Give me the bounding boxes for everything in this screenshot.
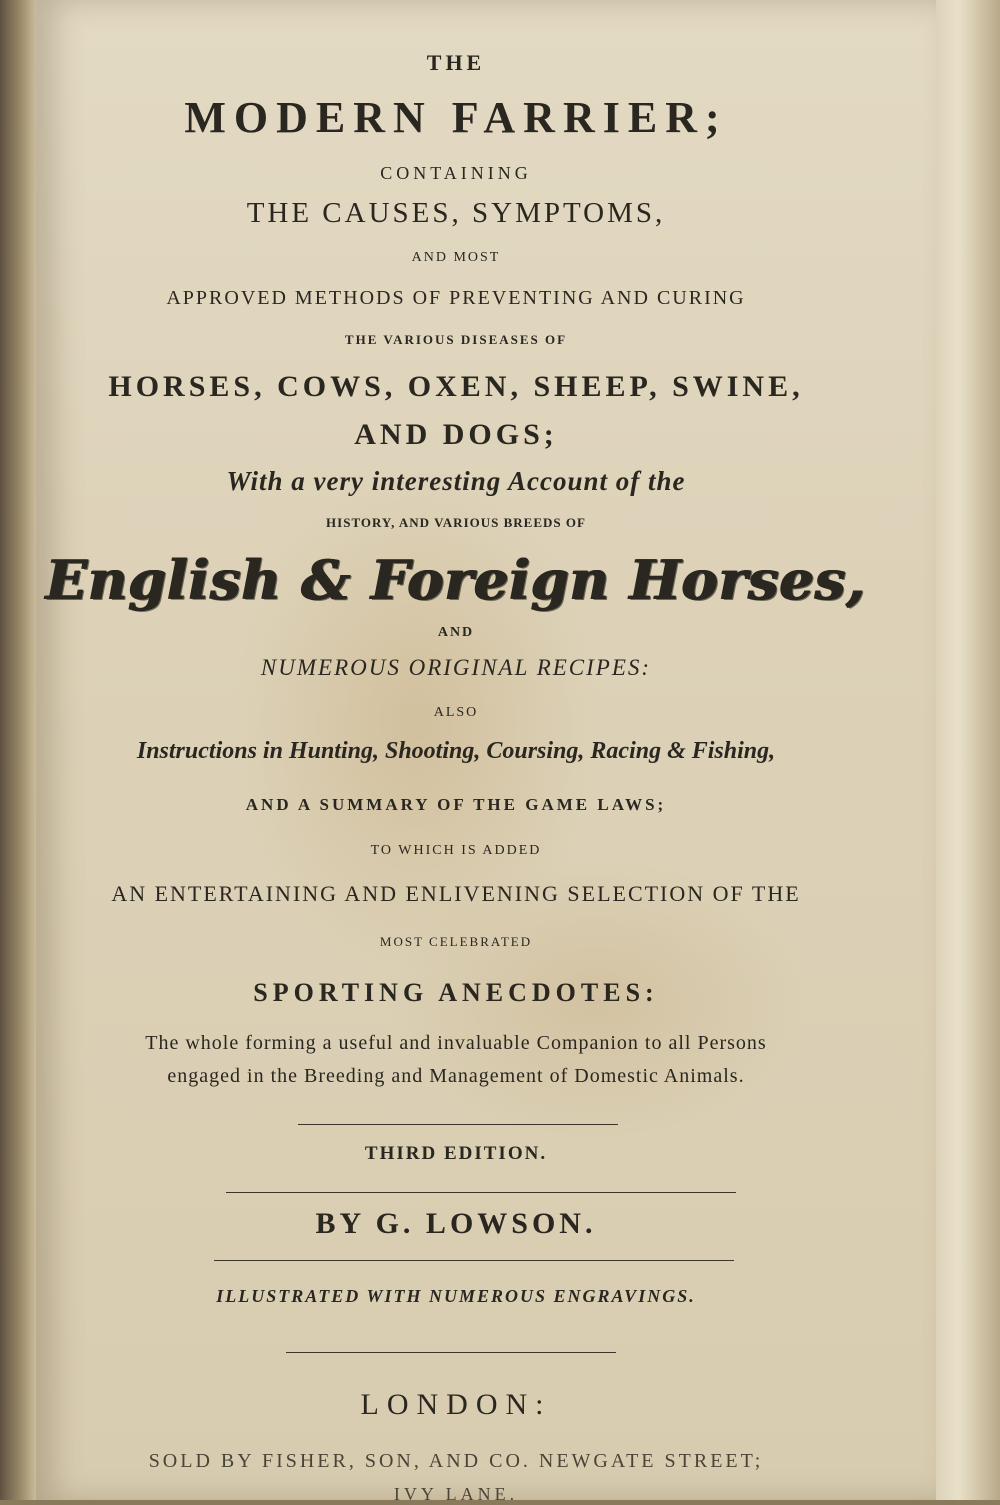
city-line: LONDON: — [360, 1388, 552, 1421]
also-line: ALSO — [433, 705, 479, 720]
history-line: HISTORY, AND VARIOUS BREEDS OF — [326, 515, 586, 530]
illustrated-line: ILLUSTRATED WITH NUMEROUS ENGRAVINGS. — [216, 1286, 696, 1306]
divider-rule-1 — [298, 1124, 618, 1125]
the-word: THE — [426, 50, 486, 75]
added-line: TO WHICH IS ADDED — [370, 843, 542, 858]
anecdotes-line: SPORTING ANECDOTES: — [253, 978, 659, 1007]
author-line: BY G. LOWSON. — [315, 1207, 597, 1240]
animals-line: HORSES, COWS, OXEN, SHEEP, SWINE, — [108, 370, 804, 403]
page-fore-edge — [930, 0, 1000, 1500]
divider-rule-2 — [226, 1192, 736, 1193]
sold-by-line: SOLD BY FISHER, SON, AND CO. NEWGATE STREET; — [148, 1450, 764, 1472]
various-line: THE VARIOUS DISEASES OF — [344, 332, 568, 347]
account-line: With a very interesting Account of the — [226, 466, 686, 496]
approved-line: APPROVED METHODS OF PREVENTING AND CURING — [166, 287, 746, 309]
dogs-line: AND DOGS; — [354, 418, 558, 451]
lane-line: IVY LANE. — [393, 1484, 519, 1504]
recipes-line: NUMEROUS ORIGINAL RECIPES: — [260, 655, 652, 680]
title-page — [36, 0, 936, 1504]
edition-line: THIRD EDITION. — [364, 1143, 548, 1164]
game-laws-line: AND A SUMMARY OF THE GAME LAWS; — [245, 795, 667, 814]
horses-gothic-line: English & Foreign Horses, — [45, 548, 867, 612]
selection-line: AN ENTERTAINING AND ENLIVENING SELECTION OF THE — [111, 881, 801, 906]
and-most-line: AND MOST — [411, 250, 501, 265]
book-title: MODERN FARRIER; — [184, 93, 728, 142]
divider-rule-4 — [286, 1352, 616, 1353]
companion-line-1: The whole forming a useful and invaluable Companion to all Persons — [145, 1032, 767, 1054]
containing-line: CONTAINING — [380, 163, 532, 183]
causes-line: THE CAUSES, SYMPTOMS, — [246, 197, 666, 229]
book-spine — [0, 0, 38, 1500]
companion-line-2: engaged in the Breeding and Management of Domestic Animals. — [167, 1065, 745, 1087]
and-line-1: AND — [437, 625, 475, 640]
divider-rule-3 — [214, 1260, 734, 1261]
instructions-line: Instructions in Hunting, Shooting, Coursing, Racing & Fishing, — [136, 738, 776, 764]
celebrated-line: MOST CELEBRATED — [379, 934, 533, 949]
